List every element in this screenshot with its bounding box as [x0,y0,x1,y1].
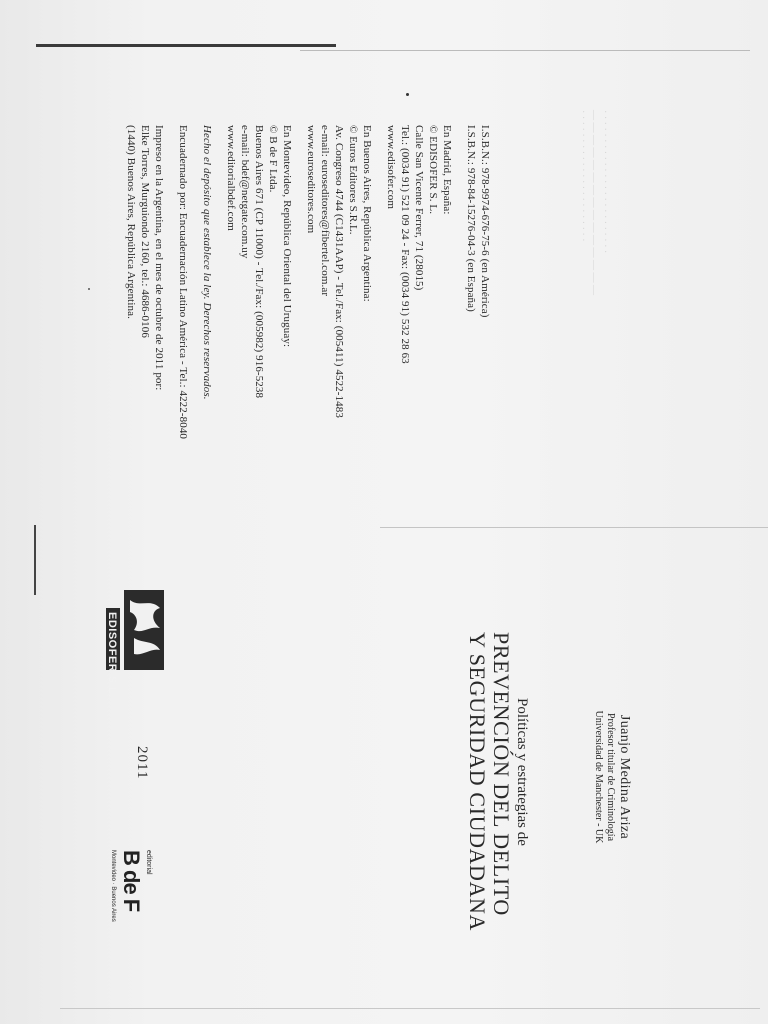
bdef-logo [108,850,152,942]
buenos-aires-heading: En Buenos Aires, República Argentina: [361,125,373,302]
scan-left-mark [34,525,36,595]
bdef-bottom-text: Montevideo · Buenos Aires [110,850,116,922]
copyright-block [124,125,492,485]
scan-dot [88,288,90,290]
montevideo-heading: En Montevideo, República Oriental del Uruguay: [281,125,293,348]
binding-credit: Encuadernado por: Encuadernación Latino América - Tel.: 4222-8040 [177,125,189,440]
title-block [465,632,530,931]
isbn-america: I.S.B.N.: 978-9974-676-75-6 (en América) [479,125,491,318]
book-title-line-1: PREVENCIÓN DEL DELITO [489,632,514,916]
isbn-espana: I.S.B.N.: 978-84-15276-04-3 (en España) [465,125,477,312]
book-title-line-2: Y SEGURIDAD CIUDADANA [465,632,490,931]
author-affiliation: Universidad de Manchester - UK [593,710,604,844]
scan-dot [406,93,409,96]
madrid-web: www.edisofer.com [385,125,397,209]
montevideo-email: e-mail: bdef@netgate.com.uy [239,125,251,259]
book-subtitle: Políticas y estrategias de [514,698,530,846]
bdef-logo-inner [108,850,152,942]
madrid-phone: Tel.: (0034 91) 521 09 24 - Fax: (0034 91) 532 28 63 [399,125,411,364]
legal-deposit: Hecho el depósito que establece la ley. Derechos reservados. [201,125,213,400]
scan-top-border [300,50,750,51]
buenos-aires-address: Av. Congreso 4744 (C1431AAP) - Tel./Fax: (005411) 4522-1483 [333,125,345,418]
bdef-mark: B de F [119,850,144,912]
publication-year: 2011 [134,746,150,780]
bdef-top-text: editorial [145,850,152,875]
madrid-address: Calle San Vicente Ferrer, 71 (28015) [413,125,425,291]
scan-edge-line [36,44,336,47]
author-role: Profesor titular de Criminología [605,712,616,842]
buenos-aires-web: www.euroseditores.com [305,125,317,234]
montevideo-publisher: © B de F Ltda. [267,125,279,193]
buenos-aires-publisher: © Euros Editores S.R.L. [347,125,359,235]
madrid-publisher: © EDISOFER S. L. [427,125,439,215]
scan-mid-border [380,527,768,528]
printing-line-2: Elke Torres, Murguiondo 2160, tel.: 4686-0106 [139,125,151,338]
bleed-through-text: · · · · · · · · · · · · · · · · · · · · · · · · · — — — — — — — — — — — — — — — · · · · · · · · · · · · · · · · · · · · · · · [577,110,610,295]
scan-bottom-border [60,1008,760,1009]
author-name: Juanjo Medina Ariza [617,714,632,840]
printing-line-3: (1440) Buenos Aires, República Argentina. [125,125,137,319]
madrid-heading: En Madrid, España: [441,125,453,215]
edisofer-logo [100,588,166,698]
buenos-aires-email: e-mail: euroseditores@fibertel.com.ar [319,125,331,297]
printing-line-1: Impreso en la Argentina, en el mes de octubre de 2011 por: [153,125,165,391]
edisofer-logo-text: EDISOFER S.L. [106,612,118,698]
author-block [592,692,632,862]
montevideo-address: Buenos Aires 671 (CP 11000) - Tel./Fax: (005982) 916-5238 [253,125,265,399]
montevideo-web: www.editorialbdef.com [225,125,237,231]
